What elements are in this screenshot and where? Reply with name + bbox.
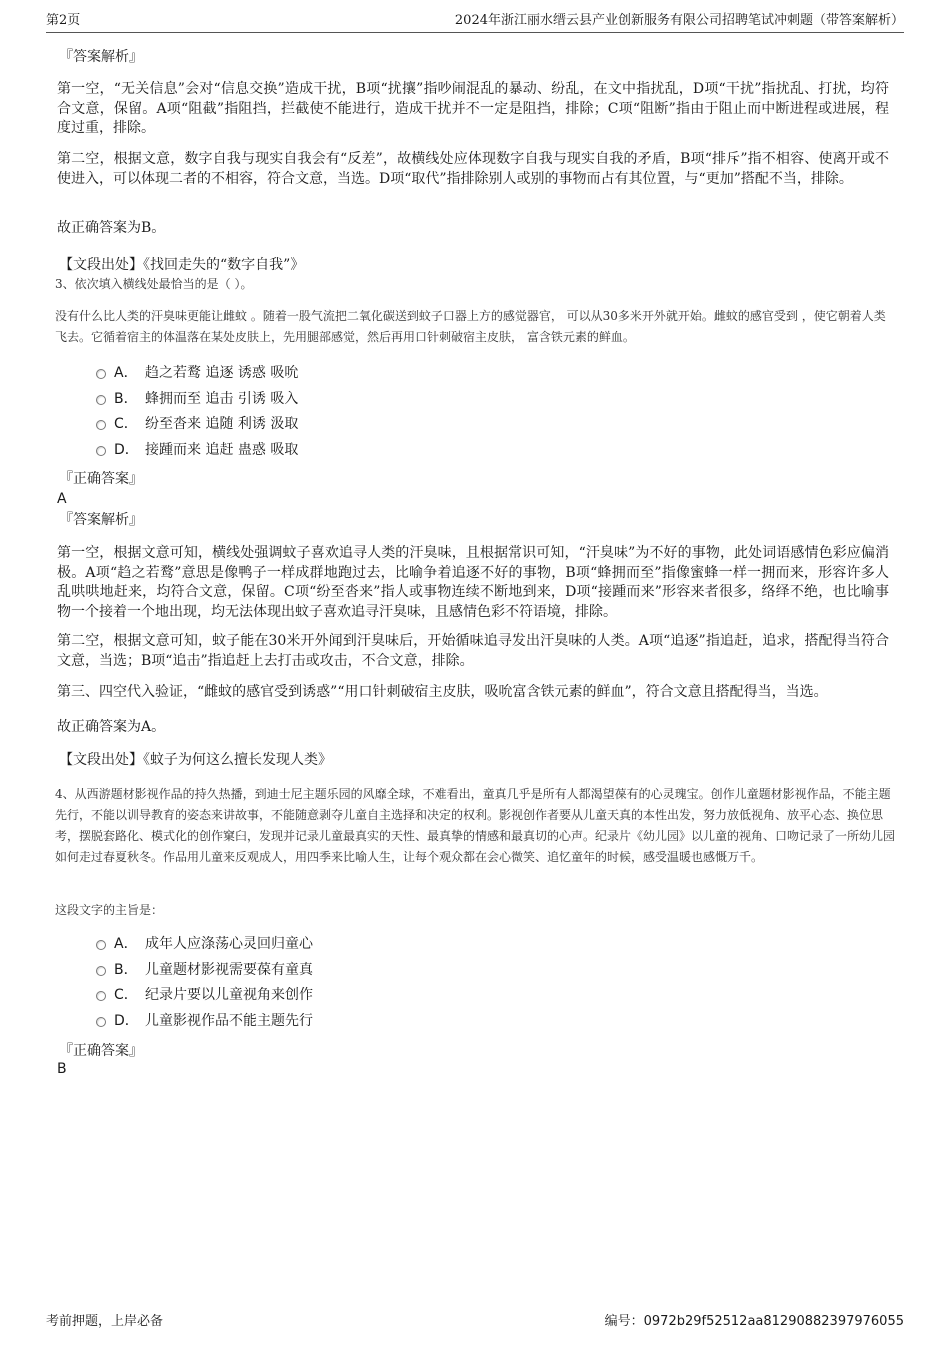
- q2-analysis-label: 『答案解析』: [59, 49, 143, 65]
- q3-analysis-para-1: 第一空，根据文意可知，横线处强调蚊子喜欢追寻人类的汗臭味，且根据常识可知，“汗臭味”为不好的事物，此处词语感情色彩应偏消极。A项“趋之若鹜”意思是像鸭子一样成群地跑过去，比喻争着追逐不好的事物，B项“蜂拥而至”指像蜜蜂一样一拥而来，形容许多人乱哄哄地赶来，均符合文意，保留。C项“纷至沓来”指人或事物连续不断地到来，D项“接踵而来”形容来者很多，络绎不绝，也比喻事物一个接着一个地出现，均无法体现出蚊子喜欢追寻汗臭味，且感情色彩不符语境，排除。: [57, 545, 889, 620]
- q3-options: [96, 361, 596, 463]
- q3-analysis-para-3: 第三、四空代入验证，“雌蚊的感官受到诱惑”“用口针刺破宿主皮肤，吸吮富含铁元素的鲜血”，符合文意且搭配得当，当选。: [57, 684, 828, 700]
- q3-conclusion: 故正确答案为A。: [57, 719, 166, 735]
- q4-question: 这段文字的主旨是：: [55, 903, 164, 917]
- q3-option-a[interactable]: A． 趋之若鹜 追逐 诱惑 吸吮: [96, 361, 596, 387]
- radio-icon[interactable]: [96, 420, 106, 430]
- radio-icon[interactable]: [96, 966, 106, 976]
- q3-answer-label: 『正确答案』: [59, 471, 143, 487]
- q2-source: 【文段出处】《找回走失的“数字自我”》: [59, 257, 305, 273]
- q3-source: 【文段出处】《蚊子为何这么擅长发现人类》: [59, 752, 332, 768]
- page-number: 第2页: [46, 13, 81, 28]
- document-title: 2024年浙江丽水缙云县产业创新服务有限公司招聘笔试冲刺题（带答案解析）: [454, 13, 904, 28]
- q3-option-b[interactable]: B． 蜂拥而至 追击 引诱 吸入: [96, 387, 596, 413]
- q4-option-d[interactable]: D． 儿童影视作品不能主题先行: [96, 1009, 596, 1035]
- q3-passage: 没有什么比人类的汗臭味更能让雌蚊 。随着一股气流把二氧化碳送到蚊子口器上方的感觉器官， 可以从30多米开外就开始。雌蚊的感官受到 ，使它朝着人类飞去。它循着宿主的体温落在某处皮肤上，先用腿部感觉，然后再用口针刺破宿主皮肤， 富含铁元素的鲜血。: [55, 309, 886, 344]
- q3-analysis-para-2: 第二空，根据文意可知，蚊子能在30米开外闻到汗臭味后，开始循味追寻发出汗臭味的人类。A项“追逐”指追赶，追求，搭配得当符合文意，当选；B项“追击”指追赶上去打击或攻击，不合文意，排除。: [57, 633, 889, 669]
- page-footer: [46, 1313, 904, 1333]
- q3-answer: A: [57, 491, 67, 507]
- radio-icon[interactable]: [96, 991, 106, 1001]
- footer-slogan: 考前押题，上岸必备: [46, 1314, 164, 1329]
- radio-icon[interactable]: [96, 395, 106, 405]
- radio-icon[interactable]: [96, 446, 106, 456]
- q4-option-c[interactable]: C． 纪录片要以儿童视角来创作: [96, 983, 596, 1009]
- q2-analysis-para-1: 第一空，“无关信息”会对“信息交换”造成干扰，B项“扰攘”指吵闹混乱的暴动、纷乱，在文中指扰乱，D项“干扰”指扰乱、打扰，均符合文意，保留。A项“阻截”指阻挡，拦截使不能进行，造成干扰并不一定是阻挡，排除；C项“阻断”指由于阻止而中断进程或进展，程度过重，排除。: [57, 81, 889, 136]
- q3-question: 3、依次填入横线处最恰当的是（ ）。: [55, 277, 253, 291]
- q3-analysis-label: 『答案解析』: [59, 512, 143, 528]
- q3-option-d[interactable]: D． 接踵而来 追赶 蛊惑 吸取: [96, 438, 596, 464]
- q4-option-b[interactable]: B． 儿童题材影视需要葆有童真: [96, 958, 596, 984]
- q4-answer: B: [57, 1061, 67, 1077]
- radio-icon[interactable]: [96, 940, 106, 950]
- q4-options: [96, 932, 596, 1034]
- q4-passage: 4、从西游题材影视作品的持久热播，到迪士尼主题乐园的风靡全球，不难看出，童真几乎是所有人都渴望葆有的心灵瑰宝。创作儿童题材影视作品，不能主题先行，不能以训导教育的姿态来讲故事，不能随意剥夺儿童自主选择和决定的权利。影视创作者要从儿童天真的本性出发，努力放低视角、放平心态、换位思考，摆脱套路化、模式化的创作窠臼，发现并记录儿童最真实的天性、最真挚的情感和最真切的心声。纪录片《幼儿园》以儿童的视角、口吻记录了一所幼儿园如何走过春夏秋冬。作品用儿童来反观成人，用四季来比喻人生，让每个观众都在会心微笑、追忆童年的时候，感受温暖也感慨万千。: [55, 787, 896, 864]
- document-code: 编号：0972b29f52512aa81290882397976055: [604, 1314, 904, 1329]
- radio-icon[interactable]: [96, 369, 106, 379]
- q4-answer-label: 『正确答案』: [59, 1043, 143, 1059]
- q3-option-c[interactable]: C． 纷至沓来 追随 利诱 汲取: [96, 412, 596, 438]
- q2-conclusion: 故正确答案为B。: [57, 220, 166, 236]
- q2-analysis-para-2: 第二空，根据文意，数字自我与现实自我会有“反差”，故横线处应体现数字自我与现实自我的矛盾，B项“排斥”指不相容、使离开或不使进入，可以体现二者的不相容，符合文意，当选。D项“取代”指排除别人或别的事物而占有其位置，与“更加”搭配不当，排除。: [57, 151, 889, 187]
- page-header: [46, 12, 904, 33]
- radio-icon[interactable]: [96, 1017, 106, 1027]
- q4-option-a[interactable]: A． 成年人应涤荡心灵回归童心: [96, 932, 596, 958]
